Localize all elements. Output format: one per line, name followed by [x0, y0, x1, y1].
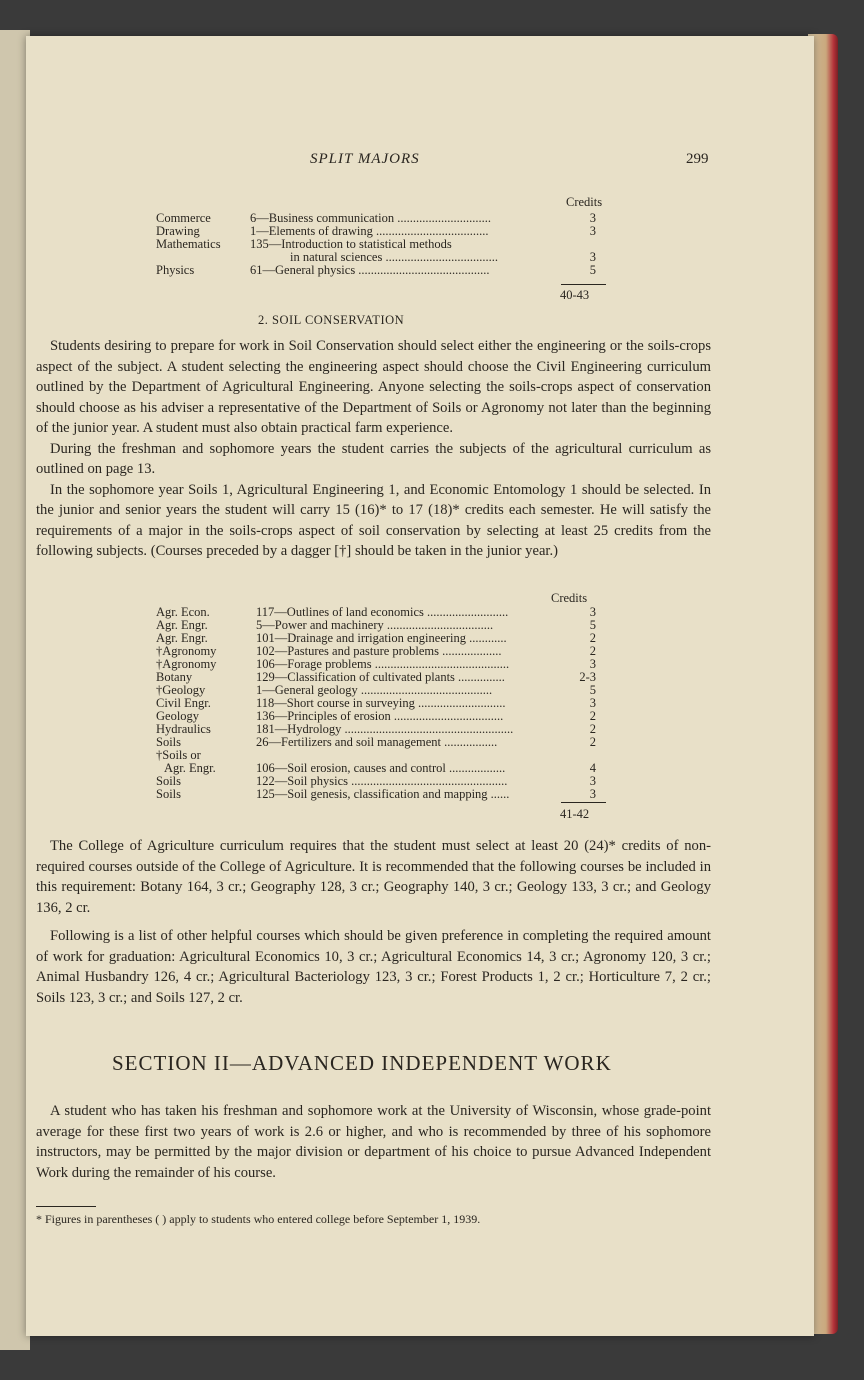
footnote: * Figures in parentheses ( ) apply to students who entered college before September 1, 1939. — [36, 1212, 481, 1226]
dept-cell: Botany — [156, 670, 193, 684]
dept-cell: Agr. Engr. — [156, 631, 208, 645]
credits-header: Credits — [551, 591, 588, 605]
credit-cell: 3 — [589, 774, 596, 788]
table2-total-value: 41-42 — [560, 807, 590, 821]
dept-cell: Mathematics — [156, 237, 221, 251]
table-row — [156, 264, 616, 277]
credits-header: Credits — [566, 195, 603, 209]
body-text-2 — [36, 836, 711, 918]
body-text-3 — [36, 926, 711, 1008]
paragraph: During the freshman and sophomore years the student carries the subjects of the agricultural curriculum as outlined on page 13. — [36, 440, 711, 477]
credit-cell: 2 — [589, 735, 596, 749]
course-cell: 6—Business communication .............................. — [250, 211, 491, 225]
credit-cell: 2 — [589, 709, 596, 723]
table1-total — [560, 289, 589, 302]
dept-cell: †Agronomy — [156, 644, 217, 658]
section-heading: SECTION II—ADVANCED INDEPENDENT WORK — [112, 1051, 612, 1075]
table1-total-value: 40-43 — [560, 288, 590, 302]
body-text-4 — [36, 1101, 711, 1183]
table1-total-rule — [561, 284, 606, 285]
dept-cell: Soils — [156, 735, 182, 749]
book-page — [26, 36, 814, 1336]
credit-cell: 5 — [589, 683, 596, 697]
body-text-1 — [36, 336, 711, 562]
course-cell: 125—Soil genesis, classification and mapping ...... — [256, 787, 510, 801]
running-head: SPLIT MAJORS — [310, 151, 420, 167]
credit-cell: 2 — [589, 722, 596, 736]
course-cell: 118—Short course in surveying ............................ — [256, 696, 506, 710]
course-cell: 26—Fertilizers and soil management ................. — [256, 735, 498, 749]
course-cell: 101—Drainage and irrigation engineering ............ — [256, 631, 507, 645]
table-row — [156, 736, 616, 749]
course-cell: in natural sciences .................................... — [290, 250, 498, 264]
course-cell: 106—Soil erosion, causes and control .................. — [256, 761, 506, 775]
table2-total — [560, 808, 589, 821]
credit-cell: 2 — [589, 644, 596, 658]
footnote-rule — [36, 1206, 96, 1207]
credit-cell: 3 — [589, 250, 596, 264]
dept-cell: Hydraulics — [156, 722, 211, 736]
dept-cell: †Agronomy — [156, 657, 217, 671]
paragraph: Students desiring to prepare for work in Soil Conservation should select either the engineering or the soils-crops aspect of the subject. A student selecting the engineering aspect should choose the Civil Engineering curriculum outlined by the Department of Agricultural Engineering. Anyone selecting the soils-crops aspect of conservation should choose as his adviser a representative of the Department of Soils or Agronomy not later than the beginning of the junior year. A student must also obtain practical farm experience. — [36, 338, 711, 436]
page-number: 299 — [686, 151, 709, 167]
credit-cell: 3 — [589, 657, 596, 671]
course-cell: 117—Outlines of land economics .......................... — [256, 605, 509, 619]
dept-cell: Physics — [156, 263, 195, 277]
course-cell: 122—Soil physics .................................................. — [256, 774, 508, 788]
dept-cell: Commerce — [156, 211, 211, 225]
table-row — [156, 788, 616, 801]
subsection-heading: 2. SOIL CONSERVATION — [258, 313, 405, 327]
credit-cell: 5 — [589, 263, 596, 277]
credit-cell: 2 — [589, 631, 596, 645]
course-cell: 135—Introduction to statistical methods — [250, 237, 452, 251]
dept-cell: †Soils or — [156, 748, 201, 762]
dept-cell: Soils — [156, 774, 182, 788]
credit-cell: 3 — [589, 787, 596, 801]
course-cell: 136—Principles of erosion ................................... — [256, 709, 504, 723]
course-cell: 106—Forage problems ........................................... — [256, 657, 510, 671]
dept-cell: Geology — [156, 709, 200, 723]
course-cell: 1—Elements of drawing .................................... — [250, 224, 489, 238]
credit-cell: 3 — [589, 211, 596, 225]
course-cell: 129—Classification of cultivated plants ............... — [256, 670, 505, 684]
paragraph: In the sophomore year Soils 1, Agricultural Engineering 1, and Economic Entomology 1 should be selected. In the junior and senior years the student will carry 15 (16)* to 17 (18)* credits each semester. He will satisfy the requirements of a major in the soils-crops aspect of soil conservation by selecting at least 25 credits from the following subjects. (Courses preceded by a dagger [†] should be taken in the junior year.) — [36, 481, 711, 559]
credit-cell: 5 — [589, 618, 596, 632]
course-cell: 181—Hydrology ...................................................... — [256, 722, 514, 736]
paragraph: A student who has taken his freshman and sophomore work at the University of Wisconsin, whose grade-point average for these first two years of work is 2.6 or higher, and who is recommended by three of his sophomore instructors, may be permitted by the major division or department of his choice to pursue Advanced Independent Work during the remainder of his course. — [36, 1103, 711, 1181]
course-cell: 5—Power and machinery .................................. — [256, 618, 494, 632]
credit-cell: 4 — [589, 761, 596, 775]
credit-cell: 3 — [589, 224, 596, 238]
course-cell: 1—General geology .......................................... — [256, 683, 493, 697]
dept-cell: Agr. Engr. — [164, 761, 216, 775]
dept-cell: Agr. Econ. — [156, 605, 210, 619]
course-cell: 61—General physics .......................................... — [250, 263, 490, 277]
course-cell: 102—Pastures and pasture problems ................... — [256, 644, 502, 658]
dept-cell: Civil Engr. — [156, 696, 211, 710]
dept-cell: Agr. Engr. — [156, 618, 208, 632]
credit-cell: 3 — [589, 605, 596, 619]
table2-total-rule — [561, 802, 606, 803]
credit-cell: 3 — [589, 696, 596, 710]
dept-cell: †Geology — [156, 683, 206, 697]
paragraph: Following is a list of other helpful courses which should be given preference in completing the required amount of work for graduation: Agricultural Economics 10, 3 cr.; Agricultural Economics 14, 3 cr.; Agronomy 120, 3 cr.; Animal Husbandry 126, 4 cr.; Agricultural Bacteriology 123, 3 cr.; Forest Products 1, 2 cr.; Horticulture 7, 2 cr.; Soils 123, 3 cr.; and Soils 127, 2 cr. — [36, 928, 711, 1006]
dept-cell: Drawing — [156, 224, 200, 238]
credit-cell: 2-3 — [579, 670, 596, 684]
dept-cell: Soils — [156, 787, 182, 801]
paragraph: The College of Agriculture curriculum requires that the student must select at least 20 (24)* credits of non-required courses outside of the College of Agriculture. It is recommended that the following courses be included in this requirement: Botany 164, 3 cr.; Geography 128, 3 cr.; Geography 140, 3 cr.; Geology 133, 3 cr.; and Geology 136, 2 cr. — [36, 838, 711, 916]
